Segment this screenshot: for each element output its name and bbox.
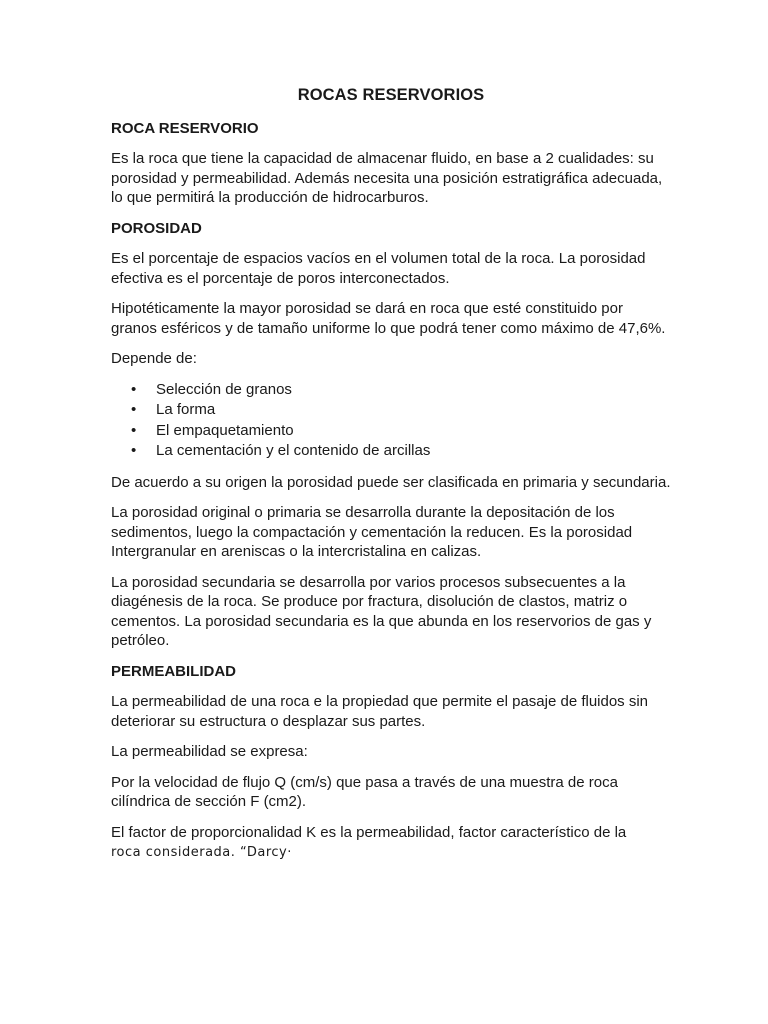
document-title: ROCAS RESERVORIOS xyxy=(297,86,485,104)
list-item-label: Selección de granos xyxy=(156,380,292,398)
list-item xyxy=(111,421,671,442)
bullet-icon: • xyxy=(131,401,137,418)
bullet-icon: • xyxy=(131,380,137,398)
paragraph-depende-de: Depende de: xyxy=(111,350,197,367)
proportionality-text-main: El factor de proporcionalidad K es la permeabilidad, factor característico de la xyxy=(111,823,627,841)
list-item-label: El empaquetamiento xyxy=(156,421,294,439)
list-item xyxy=(111,380,671,401)
paragraph-origin-classification: De acuerdo a su origen la porosidad puede ser clasificada en primaria y secundaria. xyxy=(111,473,671,491)
paragraph-porosidad-definition: Es el porcentaje de espacios vacíos en el volumen total de la roca. La porosidad efectiva es el porcentaje de poros interconectados. xyxy=(111,250,646,287)
bullet-icon: • xyxy=(131,421,137,439)
paragraph-proportionality-factor xyxy=(111,823,671,863)
section-heading-porosidad: POROSIDAD xyxy=(111,219,202,237)
proportionality-text-tail: roca considerada. “Darcy· xyxy=(111,845,292,860)
section-heading-permeabilidad: PERMEABILIDAD xyxy=(111,662,237,680)
paragraph-permeabilidad-expression: La permeabilidad se expresa: xyxy=(111,743,308,760)
paragraph-roca-reservorio-definition: Es la roca que tiene la capacidad de almacenar fluido, en base a 2 cualidades: su porosidad y permeabilidad. Además necesita una posición estratigráfica adecuada, lo que permitirá la producción de hidrocarburos. xyxy=(111,150,663,206)
paragraph-permeabilidad-definition: La permeabilidad de una roca e la propiedad que permite el pasaje de fluidos sin deteriorar su estructura o desplazar sus partes. xyxy=(111,693,649,730)
factors-list xyxy=(111,380,671,462)
list-item-label: La cementación y el contenido de arcillas xyxy=(156,442,431,459)
paragraph-flow-velocity: Por la velocidad de flujo Q (cm/s) que pasa a través de una muestra de roca cilíndrica de sección F (cm2). xyxy=(111,773,618,810)
document-page xyxy=(111,86,671,874)
list-item-label: La forma xyxy=(156,401,216,418)
section-heading-roca-reservorio: ROCA RESERVORIO xyxy=(111,119,259,137)
paragraph-porosidad-hypothetical: Hipotéticamente la mayor porosidad se dará en roca que esté constituido por granos esféricos y de tamaño uniforme lo que podrá tener como máximo de 47,6%. xyxy=(111,300,666,337)
list-item xyxy=(111,400,671,421)
list-item xyxy=(111,441,671,462)
paragraph-secondary-porosity: La porosidad secundaria se desarrolla por varios procesos subsecuentes a la diagénesis de la roca. Se produce por fractura, disolución de clastos, matriz o cementos. La porosidad secundaria es la que abunda en los reservorios de gas y petróleo. xyxy=(111,573,652,649)
bullet-icon: • xyxy=(131,442,137,459)
paragraph-primary-porosity: La porosidad original o primaria se desarrolla durante la depositación de los sedimentos, luego la compactación y cementación la reducen. Es la porosidad Intergranular en areniscas o la intercristalina en calizas. xyxy=(111,504,633,560)
